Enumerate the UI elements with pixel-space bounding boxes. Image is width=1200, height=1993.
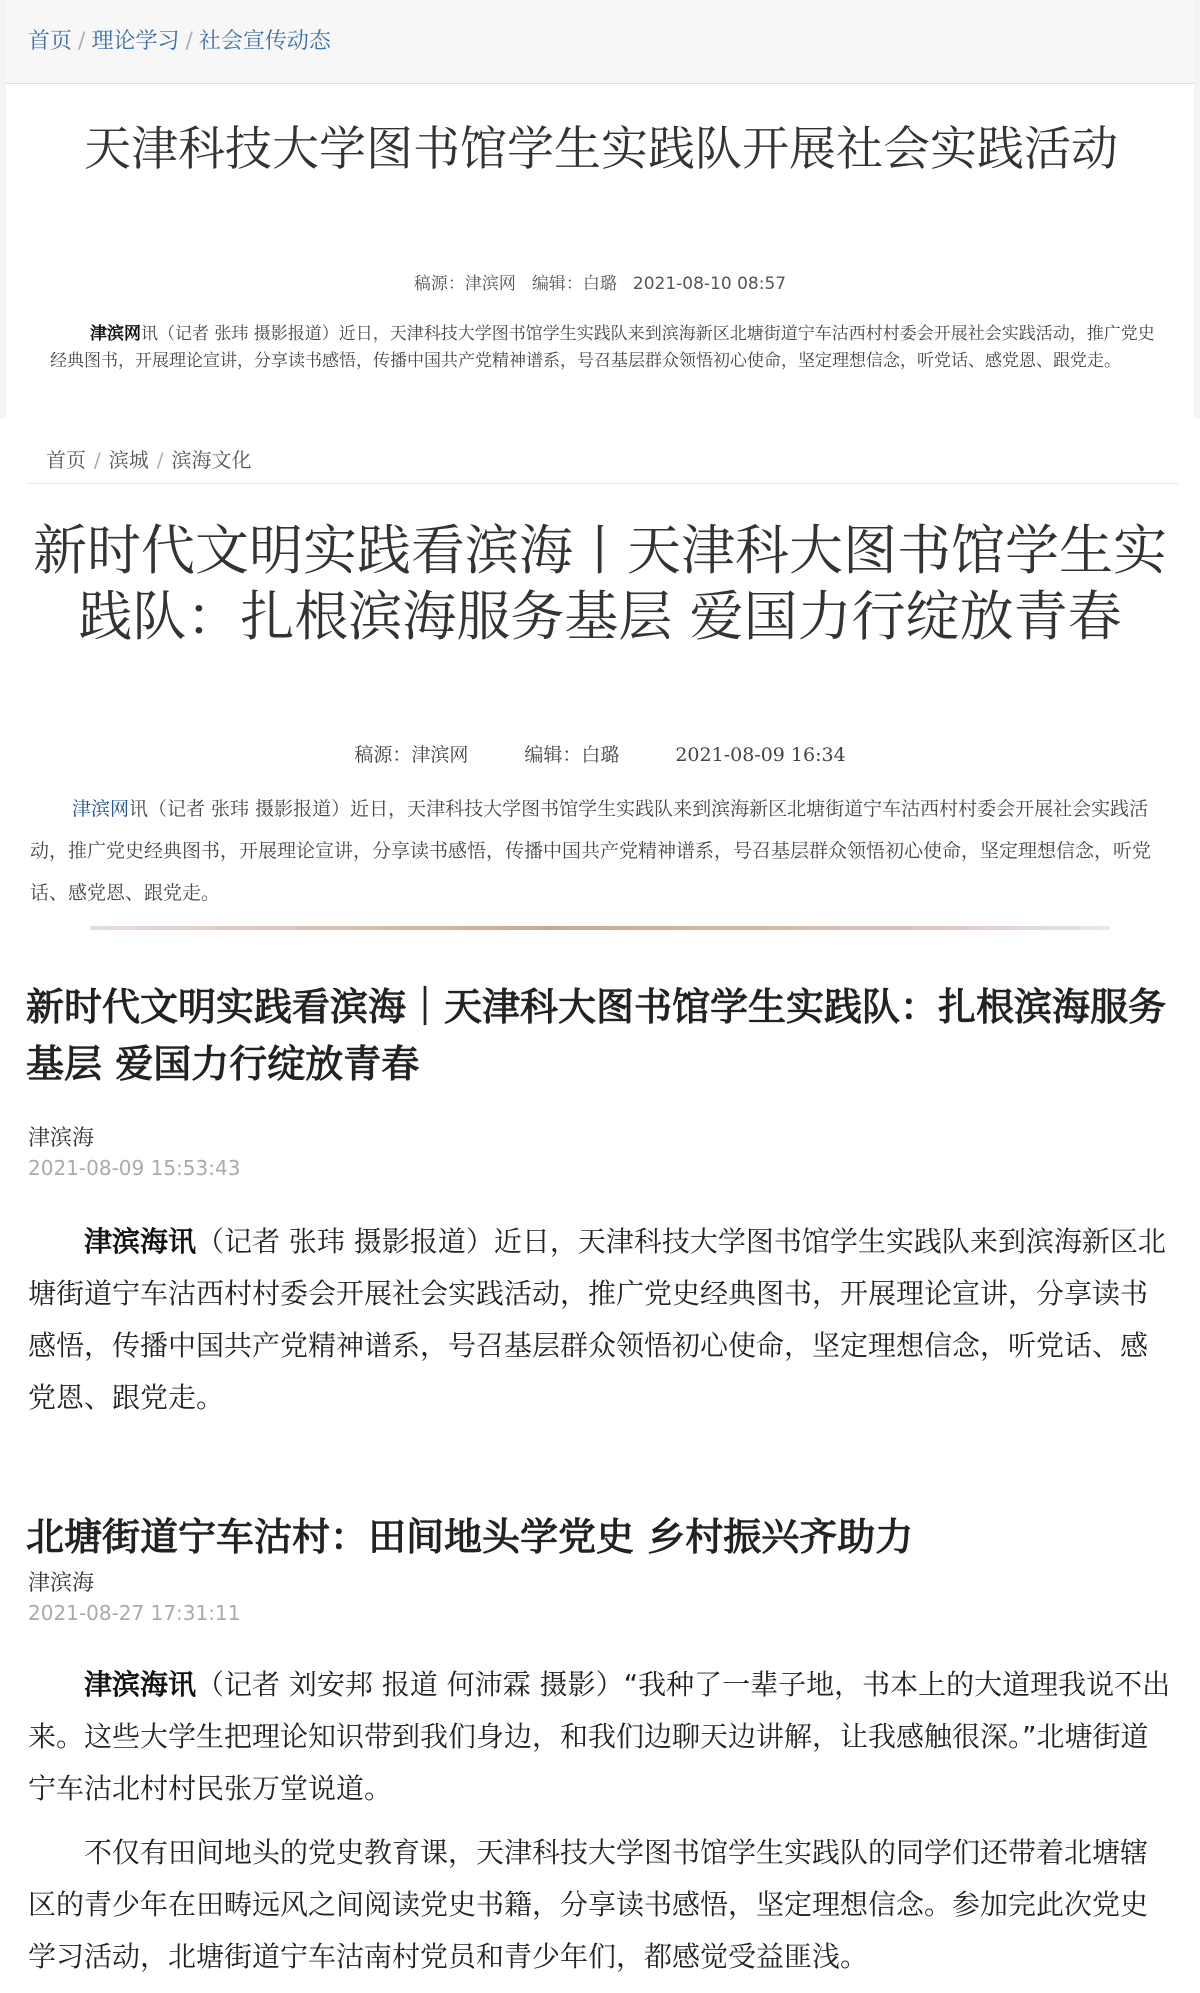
article-source: 稿源：津滨网: [354, 744, 469, 766]
article-text: （记者 张玮 摄影报道）近日，天津科技大学图书馆学生实践队来到滨海新区北塘街道宁车沽西村村委会开展社会实践活动，推广党史经典图书，开展理论宣讲，分享读书感悟，传播中国共产党精神谱系，号召基层群众领悟初心使命，坚定理想信念，听党话、感党恩、跟党走。: [28, 1225, 1166, 1414]
image-top-edge: [90, 926, 1110, 930]
article-text: 讯（记者 张玮 摄影报道）近日，天津科技大学图书馆学生实践队来到滨海新区北塘街道宁车沽西村村委会开展社会实践活动，推广党史经典图书，开展理论宣讲，分享读书感悟，传播中国共产党精神谱系，号召基层群众领悟初心使命，坚定理想信念，听党话、感党恩、跟党走。: [50, 324, 1155, 371]
article-body: [30, 788, 1170, 914]
breadcrumb-separator: /: [185, 29, 193, 54]
breadcrumb-home-link[interactable]: 首页: [28, 29, 73, 54]
article-card: [6, 84, 1194, 418]
breadcrumb-theory-link[interactable]: 理论学习: [91, 29, 180, 54]
article-source: 津滨海: [28, 1571, 95, 1596]
article-meta: [6, 269, 1194, 294]
article-paragraph: [28, 1659, 1174, 1815]
article-screenshot-3: [0, 931, 1200, 1993]
article-text: 讯（记者 张玮 摄影报道）近日，天津科技大学图书馆学生实践队来到滨海新区北塘街道宁车沽西村村委会开展社会实践活动，推广党史经典图书，开展理论宣讲，分享读书感悟，传播中国共产党精神谱系，号召基层群众领悟初心使命，坚定理想信念，听党话、感党恩、跟党走。: [30, 798, 1152, 904]
page-title: 新时代文明实践看滨海丨天津科大图书馆学生实践队：扎根滨海服务基层 爱国力行绽放青春: [33, 519, 1167, 648]
article-lead: 津滨海讯: [84, 1668, 197, 1701]
article-source: 津滨海: [28, 1126, 95, 1151]
breadcrumb-culture-link[interactable]: 滨海文化: [171, 448, 252, 472]
article-meta: [0, 740, 1200, 767]
article-editor: 编辑：白璐: [531, 274, 617, 294]
article-paragraph: 不仅有田间地头的党史教育课，天津科技大学图书馆学生实践队的同学们还带着北塘辖区的青少年在田畴远风之间阅读党史书籍，分享读书感悟，坚定理想信念。参加完此次党史学习活动，北塘街道宁车沽南村党员和青少年们，都感觉受益匪浅。: [28, 1836, 1149, 1973]
breadcrumb-home-link[interactable]: 首页: [46, 448, 86, 472]
breadcrumb-separator: /: [78, 29, 86, 54]
breadcrumb-news-link[interactable]: 社会宣传动态: [198, 29, 331, 54]
breadcrumb: [6, 0, 1194, 84]
article-datetime: 2021-08-10 08:57: [632, 274, 787, 294]
page-title: 天津科技大学图书馆学生实践队开展社会实践活动: [84, 122, 1118, 177]
article-text: （记者 刘安邦 报道 何沛霖 摄影）“我种了一辈子地，书本上的大道理我说不出来。这些大学生把理论知识带到我们身边，和我们边聊天边讲解，让我感触很深。”北塘街道宁车沽北村村民张万堂说道。: [28, 1668, 1171, 1805]
article-paragraph: [28, 1216, 1174, 1424]
article-datetime: 2021-08-09 15:53:43: [28, 1156, 241, 1180]
article-datetime: 2021-08-09 16:34: [675, 744, 846, 766]
breadcrumb: [28, 436, 1178, 484]
breadcrumb-city-link[interactable]: 滨城: [108, 448, 149, 472]
article-datetime: 2021-08-27 17:31:11: [28, 1601, 241, 1625]
article-screenshot-1: [0, 0, 1200, 418]
article-lead: 津滨网: [90, 324, 141, 344]
article-body: [50, 321, 1160, 375]
article-lead: 津滨海讯: [84, 1225, 197, 1258]
article-source: 稿源：津滨网: [413, 274, 516, 294]
article-screenshot-2: [0, 418, 1200, 931]
article-lead: 津滨网: [72, 798, 130, 820]
breadcrumb-separator: /: [156, 448, 164, 472]
article-editor: 编辑：白璐: [524, 744, 620, 766]
article-title: 北塘街道宁车沽村：田间地头学党史 乡村振兴齐助力: [26, 1515, 914, 1559]
breadcrumb-separator: /: [94, 448, 101, 472]
article-title: 新时代文明实践看滨海｜天津科大图书馆学生实践队：扎根滨海服务基层 爱国力行绽放青春: [26, 985, 1167, 1086]
